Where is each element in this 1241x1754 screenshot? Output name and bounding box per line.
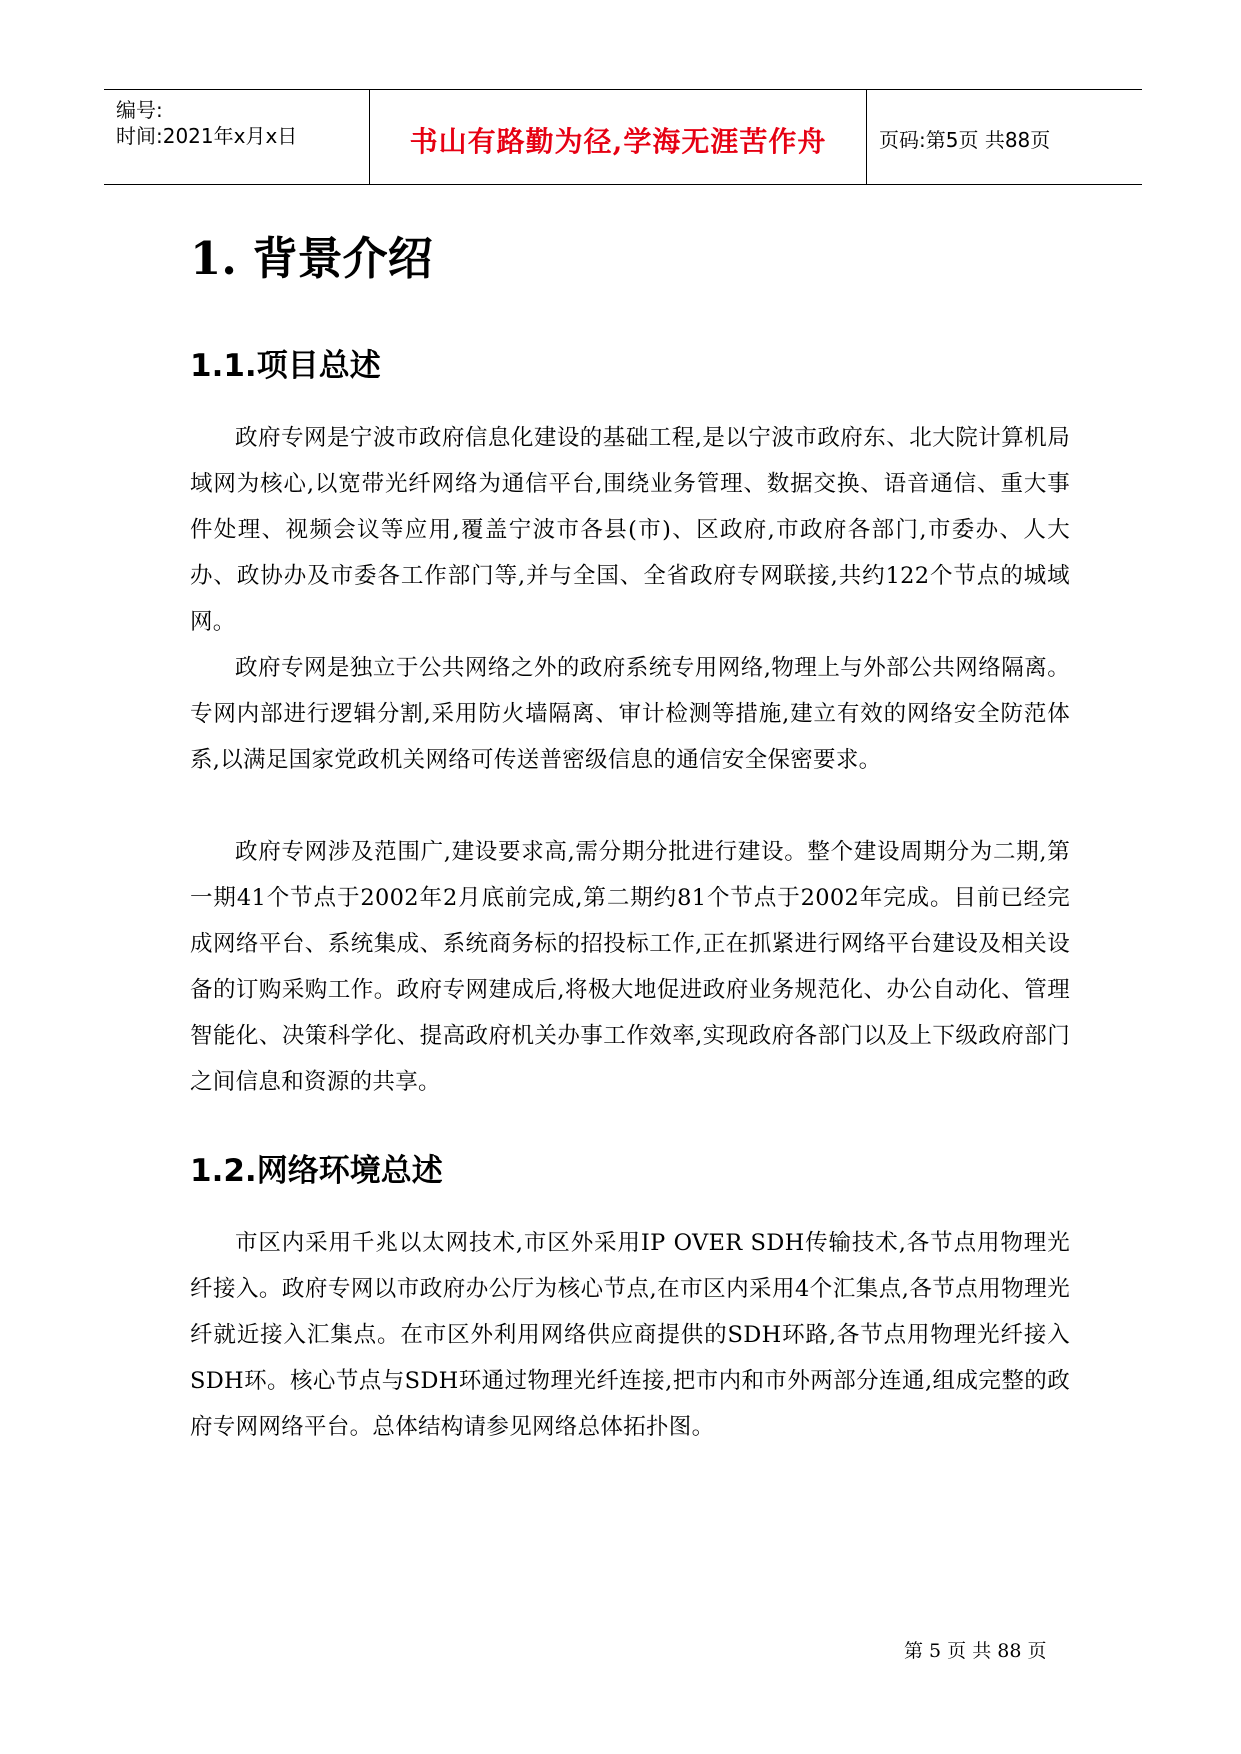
document-time-label: 时间:2021年x月x日 <box>116 124 298 148</box>
chapter-title: 1. 背景介绍 <box>190 232 433 285</box>
paragraph: 政府专网是宁波市政府信息化建设的基础工程,是以宁波市政府东、北大院计算机局域网为核心,以宽带光纤网络为通信平台,围绕业务管理、数据交换、语音通信、重大事件处理、视频会议等应用,覆盖宁波市各县(市)、区政府,市政府各部门,市委办、人大办、政协办及市委各工作部门等,并与全国、全省政府专网联接,共约122个节点的城域网。 <box>190 425 1070 635</box>
paragraph: 政府专网是独立于公共网络之外的政府系统专用网络,物理上与外部公共网络隔离。专网内部进行逻辑分割,采用防火墙隔离、审计检测等措施,建立有效的网络安全防范体系,以满足国家党政机关网络可传送普密级信息的通信安全保密要求。 <box>190 655 1070 773</box>
header-left-cell <box>104 90 369 184</box>
page-footer: 第 5 页 共 88 页 <box>904 1640 1047 1662</box>
header-page-info: 页码:第5页 共88页 <box>879 128 1051 152</box>
header-page-cell <box>867 90 1142 184</box>
header-motto-cell <box>369 90 867 184</box>
paragraph: 市区内采用千兆以太网技术,市区外采用IP OVER SDH传输技术,各节点用物理光纤接入。政府专网以市政府办公厅为核心节点,在市区内采用4个汇集点,各节点用物理光纤就近接入汇集点。在市区外利用网络供应商提供的SDH环路,各节点用物理光纤接入SDH环。核心节点与SDH环通过物理光纤连接,把市内和市外两部分连通,组成完整的政府专网网络平台。总体结构请参见网络总体拓扑图。 <box>190 1230 1070 1440</box>
section-title-network-overview: 1.2.网络环境总述 <box>190 1153 443 1189</box>
section-title-project-overview: 1.1.项目总述 <box>190 348 381 384</box>
header-motto: 书山有路勤为径,学海无涯苦作舟 <box>409 125 827 158</box>
page-header <box>104 89 1142 185</box>
paragraph: 政府专网涉及范围广,建设要求高,需分期分批进行建设。整个建设周期分为二期,第一期41个节点于2002年2月底前完成,第二期约81个节点于2002年完成。目前已经完成网络平台、系统集成、系统商务标的招投标工作,正在抓紧进行网络平台建设及相关设备的订购采购工作。政府专网建成后,将极大地促进政府业务规范化、办公自动化、管理智能化、决策科学化、提高政府机关办事工作效率,实现政府各部门以及上下级政府部门之间信息和资源的共享。 <box>190 839 1070 1095</box>
document-number-label: 编号: <box>116 98 163 122</box>
